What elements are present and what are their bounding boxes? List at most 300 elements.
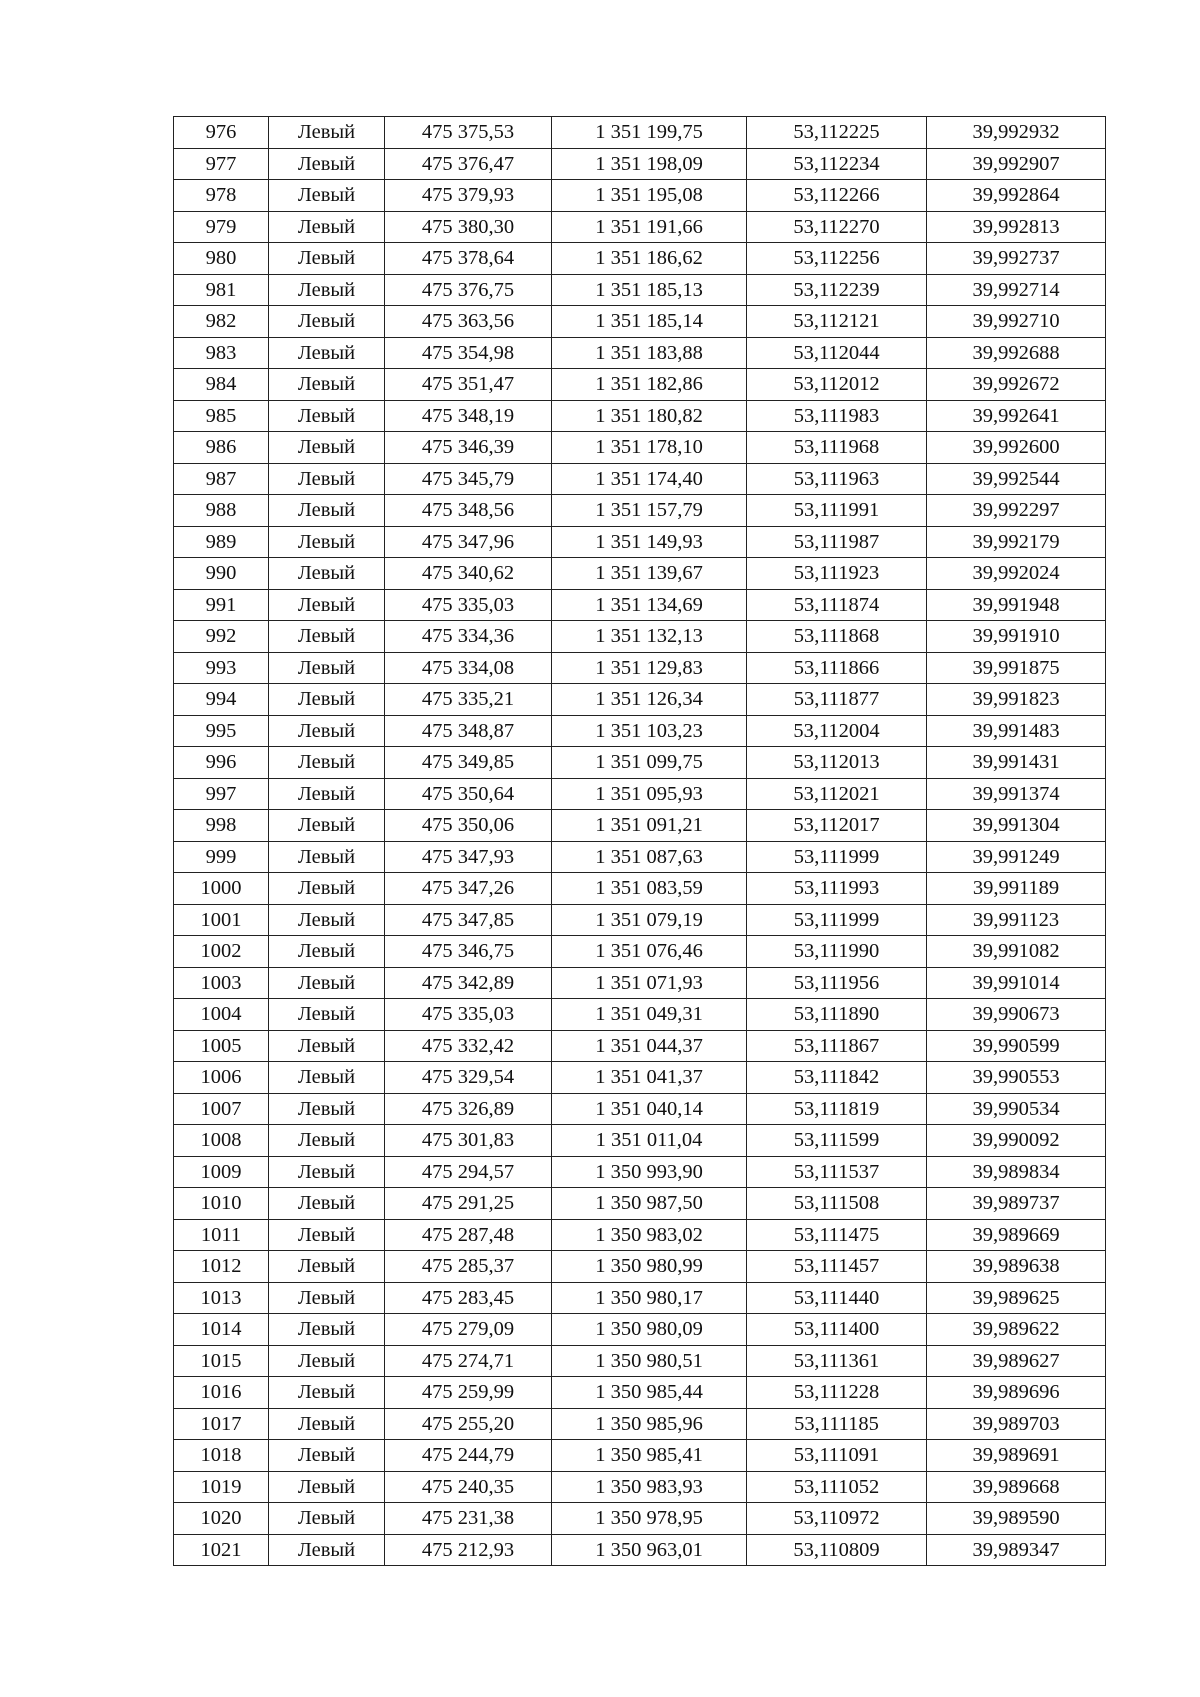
table-row	[174, 1534, 1106, 1566]
x-coordinate-cell: 475 335,03	[385, 589, 552, 621]
table-row	[174, 400, 1106, 432]
point-number-cell: 1007	[174, 1093, 269, 1125]
point-number-cell: 1005	[174, 1030, 269, 1062]
table-row	[174, 1282, 1106, 1314]
side-cell: Левый	[269, 1534, 385, 1566]
y-coordinate-cell: 1 351 183,88	[552, 337, 747, 369]
y-coordinate-cell: 1 350 980,51	[552, 1345, 747, 1377]
point-number-cell: 979	[174, 211, 269, 243]
point-number-cell: 1017	[174, 1408, 269, 1440]
table-row	[174, 621, 1106, 653]
x-coordinate-cell: 475 378,64	[385, 243, 552, 275]
table-row	[174, 1251, 1106, 1283]
table-row	[174, 1093, 1106, 1125]
x-coordinate-cell: 475 332,42	[385, 1030, 552, 1062]
x-coordinate-cell: 475 291,25	[385, 1188, 552, 1220]
latitude-cell: 53,111361	[747, 1345, 927, 1377]
longitude-cell: 39,989669	[927, 1219, 1106, 1251]
point-number-cell: 1009	[174, 1156, 269, 1188]
y-coordinate-cell: 1 351 185,13	[552, 274, 747, 306]
table-row	[174, 1156, 1106, 1188]
side-cell: Левый	[269, 495, 385, 527]
x-coordinate-cell: 475 329,54	[385, 1062, 552, 1094]
point-number-cell: 984	[174, 369, 269, 401]
table-row	[174, 432, 1106, 464]
y-coordinate-cell: 1 350 987,50	[552, 1188, 747, 1220]
side-cell: Левый	[269, 873, 385, 905]
longitude-cell: 39,991948	[927, 589, 1106, 621]
side-cell: Левый	[269, 684, 385, 716]
latitude-cell: 53,112234	[747, 148, 927, 180]
y-coordinate-cell: 1 351 041,37	[552, 1062, 747, 1094]
point-number-cell: 988	[174, 495, 269, 527]
side-cell: Левый	[269, 1188, 385, 1220]
point-number-cell: 980	[174, 243, 269, 275]
side-cell: Левый	[269, 1030, 385, 1062]
longitude-cell: 39,989622	[927, 1314, 1106, 1346]
latitude-cell: 53,111999	[747, 904, 927, 936]
longitude-cell: 39,992179	[927, 526, 1106, 558]
y-coordinate-cell: 1 351 198,09	[552, 148, 747, 180]
point-number-cell: 1011	[174, 1219, 269, 1251]
table-row	[174, 936, 1106, 968]
latitude-cell: 53,112266	[747, 180, 927, 212]
table-row	[174, 148, 1106, 180]
side-cell: Левый	[269, 1408, 385, 1440]
side-cell: Левый	[269, 778, 385, 810]
table-row	[174, 1503, 1106, 1535]
latitude-cell: 53,111877	[747, 684, 927, 716]
y-coordinate-cell: 1 350 983,02	[552, 1219, 747, 1251]
longitude-cell: 39,991082	[927, 936, 1106, 968]
table-row	[174, 1314, 1106, 1346]
table-row	[174, 306, 1106, 338]
longitude-cell: 39,989691	[927, 1440, 1106, 1472]
side-cell: Левый	[269, 463, 385, 495]
y-coordinate-cell: 1 351 044,37	[552, 1030, 747, 1062]
table-row	[174, 495, 1106, 527]
point-number-cell: 989	[174, 526, 269, 558]
side-cell: Левый	[269, 369, 385, 401]
latitude-cell: 53,112004	[747, 715, 927, 747]
latitude-cell: 53,112239	[747, 274, 927, 306]
side-cell: Левый	[269, 589, 385, 621]
longitude-cell: 39,992641	[927, 400, 1106, 432]
latitude-cell: 53,112256	[747, 243, 927, 275]
latitude-cell: 53,111457	[747, 1251, 927, 1283]
y-coordinate-cell: 1 351 049,31	[552, 999, 747, 1031]
longitude-cell: 39,992737	[927, 243, 1106, 275]
y-coordinate-cell: 1 351 076,46	[552, 936, 747, 968]
x-coordinate-cell: 475 274,71	[385, 1345, 552, 1377]
x-coordinate-cell: 475 283,45	[385, 1282, 552, 1314]
side-cell: Левый	[269, 274, 385, 306]
longitude-cell: 39,991823	[927, 684, 1106, 716]
table-row	[174, 211, 1106, 243]
x-coordinate-cell: 475 349,85	[385, 747, 552, 779]
side-cell: Левый	[269, 1440, 385, 1472]
longitude-cell: 39,992907	[927, 148, 1106, 180]
x-coordinate-cell: 475 335,21	[385, 684, 552, 716]
latitude-cell: 53,111963	[747, 463, 927, 495]
longitude-cell: 39,991304	[927, 810, 1106, 842]
y-coordinate-cell: 1 351 071,93	[552, 967, 747, 999]
point-number-cell: 1020	[174, 1503, 269, 1535]
latitude-cell: 53,111866	[747, 652, 927, 684]
longitude-cell: 39,991374	[927, 778, 1106, 810]
table-row	[174, 652, 1106, 684]
longitude-cell: 39,991249	[927, 841, 1106, 873]
longitude-cell: 39,989347	[927, 1534, 1106, 1566]
latitude-cell: 53,111956	[747, 967, 927, 999]
y-coordinate-cell: 1 350 978,95	[552, 1503, 747, 1535]
x-coordinate-cell: 475 351,47	[385, 369, 552, 401]
table-row	[174, 1377, 1106, 1409]
x-coordinate-cell: 475 244,79	[385, 1440, 552, 1472]
point-number-cell: 1014	[174, 1314, 269, 1346]
table-row	[174, 337, 1106, 369]
latitude-cell: 53,111819	[747, 1093, 927, 1125]
latitude-cell: 53,111999	[747, 841, 927, 873]
point-number-cell: 1016	[174, 1377, 269, 1409]
table-row	[174, 715, 1106, 747]
y-coordinate-cell: 1 351 199,75	[552, 117, 747, 149]
x-coordinate-cell: 475 379,93	[385, 180, 552, 212]
y-coordinate-cell: 1 351 149,93	[552, 526, 747, 558]
point-number-cell: 997	[174, 778, 269, 810]
y-coordinate-cell: 1 350 963,01	[552, 1534, 747, 1566]
point-number-cell: 976	[174, 117, 269, 149]
point-number-cell: 1021	[174, 1534, 269, 1566]
side-cell: Левый	[269, 1471, 385, 1503]
point-number-cell: 1018	[174, 1440, 269, 1472]
longitude-cell: 39,992297	[927, 495, 1106, 527]
side-cell: Левый	[269, 243, 385, 275]
point-number-cell: 1012	[174, 1251, 269, 1283]
x-coordinate-cell: 475 347,93	[385, 841, 552, 873]
table-row	[174, 243, 1106, 275]
table-row	[174, 999, 1106, 1031]
longitude-cell: 39,992672	[927, 369, 1106, 401]
y-coordinate-cell: 1 351 178,10	[552, 432, 747, 464]
x-coordinate-cell: 475 348,19	[385, 400, 552, 432]
point-number-cell: 993	[174, 652, 269, 684]
longitude-cell: 39,989737	[927, 1188, 1106, 1220]
latitude-cell: 53,111400	[747, 1314, 927, 1346]
side-cell: Левый	[269, 1219, 385, 1251]
x-coordinate-cell: 475 354,98	[385, 337, 552, 369]
side-cell: Левый	[269, 1062, 385, 1094]
latitude-cell: 53,111890	[747, 999, 927, 1031]
longitude-cell: 39,991910	[927, 621, 1106, 653]
latitude-cell: 53,111599	[747, 1125, 927, 1157]
side-cell: Левый	[269, 999, 385, 1031]
side-cell: Левый	[269, 652, 385, 684]
side-cell: Левый	[269, 211, 385, 243]
longitude-cell: 39,990092	[927, 1125, 1106, 1157]
y-coordinate-cell: 1 351 195,08	[552, 180, 747, 212]
longitude-cell: 39,989625	[927, 1282, 1106, 1314]
longitude-cell: 39,992600	[927, 432, 1106, 464]
x-coordinate-cell: 475 347,85	[385, 904, 552, 936]
table-row	[174, 904, 1106, 936]
latitude-cell: 53,111968	[747, 432, 927, 464]
longitude-cell: 39,992864	[927, 180, 1106, 212]
point-number-cell: 1006	[174, 1062, 269, 1094]
y-coordinate-cell: 1 351 103,23	[552, 715, 747, 747]
point-number-cell: 1003	[174, 967, 269, 999]
y-coordinate-cell: 1 350 985,96	[552, 1408, 747, 1440]
latitude-cell: 53,112121	[747, 306, 927, 338]
longitude-cell: 39,991189	[927, 873, 1106, 905]
table-row	[174, 778, 1106, 810]
table-row	[174, 841, 1106, 873]
y-coordinate-cell: 1 351 095,93	[552, 778, 747, 810]
table-row	[174, 810, 1106, 842]
latitude-cell: 53,111983	[747, 400, 927, 432]
side-cell: Левый	[269, 148, 385, 180]
latitude-cell: 53,111052	[747, 1471, 927, 1503]
y-coordinate-cell: 1 351 185,14	[552, 306, 747, 338]
side-cell: Левый	[269, 1282, 385, 1314]
table-row	[174, 684, 1106, 716]
table-row	[174, 1345, 1106, 1377]
side-cell: Левый	[269, 1377, 385, 1409]
longitude-cell: 39,989590	[927, 1503, 1106, 1535]
point-number-cell: 981	[174, 274, 269, 306]
y-coordinate-cell: 1 351 091,21	[552, 810, 747, 842]
point-number-cell: 994	[174, 684, 269, 716]
side-cell: Левый	[269, 936, 385, 968]
longitude-cell: 39,989703	[927, 1408, 1106, 1440]
point-number-cell: 1004	[174, 999, 269, 1031]
x-coordinate-cell: 475 342,89	[385, 967, 552, 999]
side-cell: Левый	[269, 337, 385, 369]
longitude-cell: 39,989668	[927, 1471, 1106, 1503]
y-coordinate-cell: 1 351 182,86	[552, 369, 747, 401]
table-row	[174, 558, 1106, 590]
side-cell: Левый	[269, 1156, 385, 1188]
side-cell: Левый	[269, 526, 385, 558]
point-number-cell: 1013	[174, 1282, 269, 1314]
side-cell: Левый	[269, 1093, 385, 1125]
point-number-cell: 995	[174, 715, 269, 747]
coordinates-table	[173, 116, 1106, 1566]
latitude-cell: 53,112013	[747, 747, 927, 779]
x-coordinate-cell: 475 346,39	[385, 432, 552, 464]
latitude-cell: 53,111874	[747, 589, 927, 621]
x-coordinate-cell: 475 363,56	[385, 306, 552, 338]
latitude-cell: 53,111990	[747, 936, 927, 968]
table-row	[174, 463, 1106, 495]
x-coordinate-cell: 475 285,37	[385, 1251, 552, 1283]
point-number-cell: 986	[174, 432, 269, 464]
y-coordinate-cell: 1 350 985,44	[552, 1377, 747, 1409]
latitude-cell: 53,111842	[747, 1062, 927, 1094]
y-coordinate-cell: 1 351 157,79	[552, 495, 747, 527]
latitude-cell: 53,111991	[747, 495, 927, 527]
latitude-cell: 53,111867	[747, 1030, 927, 1062]
table-row	[174, 1408, 1106, 1440]
table-row	[174, 526, 1106, 558]
table-row	[174, 1219, 1106, 1251]
longitude-cell: 39,992024	[927, 558, 1106, 590]
x-coordinate-cell: 475 350,64	[385, 778, 552, 810]
side-cell: Левый	[269, 306, 385, 338]
table-row	[174, 117, 1106, 149]
latitude-cell: 53,112225	[747, 117, 927, 149]
longitude-cell: 39,990673	[927, 999, 1106, 1031]
point-number-cell: 998	[174, 810, 269, 842]
side-cell: Левый	[269, 715, 385, 747]
coordinates-table-body	[174, 117, 1106, 1566]
side-cell: Левый	[269, 558, 385, 590]
y-coordinate-cell: 1 351 087,63	[552, 841, 747, 873]
latitude-cell: 53,110809	[747, 1534, 927, 1566]
longitude-cell: 39,990534	[927, 1093, 1106, 1125]
x-coordinate-cell: 475 347,26	[385, 873, 552, 905]
y-coordinate-cell: 1 351 126,34	[552, 684, 747, 716]
point-number-cell: 996	[174, 747, 269, 779]
side-cell: Левый	[269, 747, 385, 779]
latitude-cell: 53,110972	[747, 1503, 927, 1535]
table-row	[174, 1062, 1106, 1094]
longitude-cell: 39,992688	[927, 337, 1106, 369]
table-row	[174, 873, 1106, 905]
x-coordinate-cell: 475 279,09	[385, 1314, 552, 1346]
y-coordinate-cell: 1 351 139,67	[552, 558, 747, 590]
point-number-cell: 1019	[174, 1471, 269, 1503]
table-row	[174, 967, 1106, 999]
y-coordinate-cell: 1 350 983,93	[552, 1471, 747, 1503]
latitude-cell: 53,111537	[747, 1156, 927, 1188]
y-coordinate-cell: 1 351 129,83	[552, 652, 747, 684]
longitude-cell: 39,991431	[927, 747, 1106, 779]
x-coordinate-cell: 475 240,35	[385, 1471, 552, 1503]
longitude-cell: 39,990599	[927, 1030, 1106, 1062]
table-row	[174, 369, 1106, 401]
x-coordinate-cell: 475 348,56	[385, 495, 552, 527]
point-number-cell: 990	[174, 558, 269, 590]
latitude-cell: 53,112012	[747, 369, 927, 401]
y-coordinate-cell: 1 351 132,13	[552, 621, 747, 653]
x-coordinate-cell: 475 259,99	[385, 1377, 552, 1409]
y-coordinate-cell: 1 351 180,82	[552, 400, 747, 432]
side-cell: Левый	[269, 1503, 385, 1535]
x-coordinate-cell: 475 345,79	[385, 463, 552, 495]
table-row	[174, 1440, 1106, 1472]
point-number-cell: 991	[174, 589, 269, 621]
point-number-cell: 999	[174, 841, 269, 873]
latitude-cell: 53,111508	[747, 1188, 927, 1220]
y-coordinate-cell: 1 351 079,19	[552, 904, 747, 936]
longitude-cell: 39,991123	[927, 904, 1106, 936]
latitude-cell: 53,111440	[747, 1282, 927, 1314]
side-cell: Левый	[269, 810, 385, 842]
x-coordinate-cell: 475 255,20	[385, 1408, 552, 1440]
x-coordinate-cell: 475 376,75	[385, 274, 552, 306]
x-coordinate-cell: 475 326,89	[385, 1093, 552, 1125]
x-coordinate-cell: 475 347,96	[385, 526, 552, 558]
longitude-cell: 39,991875	[927, 652, 1106, 684]
side-cell: Левый	[269, 1345, 385, 1377]
table-row	[174, 1030, 1106, 1062]
x-coordinate-cell: 475 231,38	[385, 1503, 552, 1535]
point-number-cell: 1000	[174, 873, 269, 905]
point-number-cell: 1002	[174, 936, 269, 968]
latitude-cell: 53,111185	[747, 1408, 927, 1440]
y-coordinate-cell: 1 350 980,09	[552, 1314, 747, 1346]
side-cell: Левый	[269, 841, 385, 873]
x-coordinate-cell: 475 375,53	[385, 117, 552, 149]
y-coordinate-cell: 1 351 040,14	[552, 1093, 747, 1125]
latitude-cell: 53,112017	[747, 810, 927, 842]
x-coordinate-cell: 475 301,83	[385, 1125, 552, 1157]
x-coordinate-cell: 475 346,75	[385, 936, 552, 968]
side-cell: Левый	[269, 904, 385, 936]
x-coordinate-cell: 475 287,48	[385, 1219, 552, 1251]
point-number-cell: 983	[174, 337, 269, 369]
y-coordinate-cell: 1 351 186,62	[552, 243, 747, 275]
latitude-cell: 53,111993	[747, 873, 927, 905]
side-cell: Левый	[269, 180, 385, 212]
x-coordinate-cell: 475 334,36	[385, 621, 552, 653]
longitude-cell: 39,989696	[927, 1377, 1106, 1409]
x-coordinate-cell: 475 348,87	[385, 715, 552, 747]
longitude-cell: 39,992710	[927, 306, 1106, 338]
x-coordinate-cell: 475 335,03	[385, 999, 552, 1031]
table-row	[174, 274, 1106, 306]
x-coordinate-cell: 475 334,08	[385, 652, 552, 684]
side-cell: Левый	[269, 1314, 385, 1346]
point-number-cell: 1010	[174, 1188, 269, 1220]
y-coordinate-cell: 1 350 985,41	[552, 1440, 747, 1472]
side-cell: Левый	[269, 621, 385, 653]
longitude-cell: 39,992813	[927, 211, 1106, 243]
x-coordinate-cell: 475 380,30	[385, 211, 552, 243]
latitude-cell: 53,111987	[747, 526, 927, 558]
y-coordinate-cell: 1 351 174,40	[552, 463, 747, 495]
latitude-cell: 53,112044	[747, 337, 927, 369]
longitude-cell: 39,992932	[927, 117, 1106, 149]
y-coordinate-cell: 1 351 191,66	[552, 211, 747, 243]
x-coordinate-cell: 475 376,47	[385, 148, 552, 180]
longitude-cell: 39,991014	[927, 967, 1106, 999]
x-coordinate-cell: 475 212,93	[385, 1534, 552, 1566]
x-coordinate-cell: 475 294,57	[385, 1156, 552, 1188]
longitude-cell: 39,989638	[927, 1251, 1106, 1283]
side-cell: Левый	[269, 1251, 385, 1283]
point-number-cell: 977	[174, 148, 269, 180]
latitude-cell: 53,111868	[747, 621, 927, 653]
side-cell: Левый	[269, 1125, 385, 1157]
latitude-cell: 53,111475	[747, 1219, 927, 1251]
table-row	[174, 747, 1106, 779]
longitude-cell: 39,989834	[927, 1156, 1106, 1188]
y-coordinate-cell: 1 350 993,90	[552, 1156, 747, 1188]
latitude-cell: 53,111923	[747, 558, 927, 590]
point-number-cell: 987	[174, 463, 269, 495]
x-coordinate-cell: 475 350,06	[385, 810, 552, 842]
y-coordinate-cell: 1 351 011,04	[552, 1125, 747, 1157]
point-number-cell: 985	[174, 400, 269, 432]
point-number-cell: 1001	[174, 904, 269, 936]
latitude-cell: 53,111228	[747, 1377, 927, 1409]
side-cell: Левый	[269, 967, 385, 999]
point-number-cell: 982	[174, 306, 269, 338]
y-coordinate-cell: 1 351 134,69	[552, 589, 747, 621]
side-cell: Левый	[269, 117, 385, 149]
